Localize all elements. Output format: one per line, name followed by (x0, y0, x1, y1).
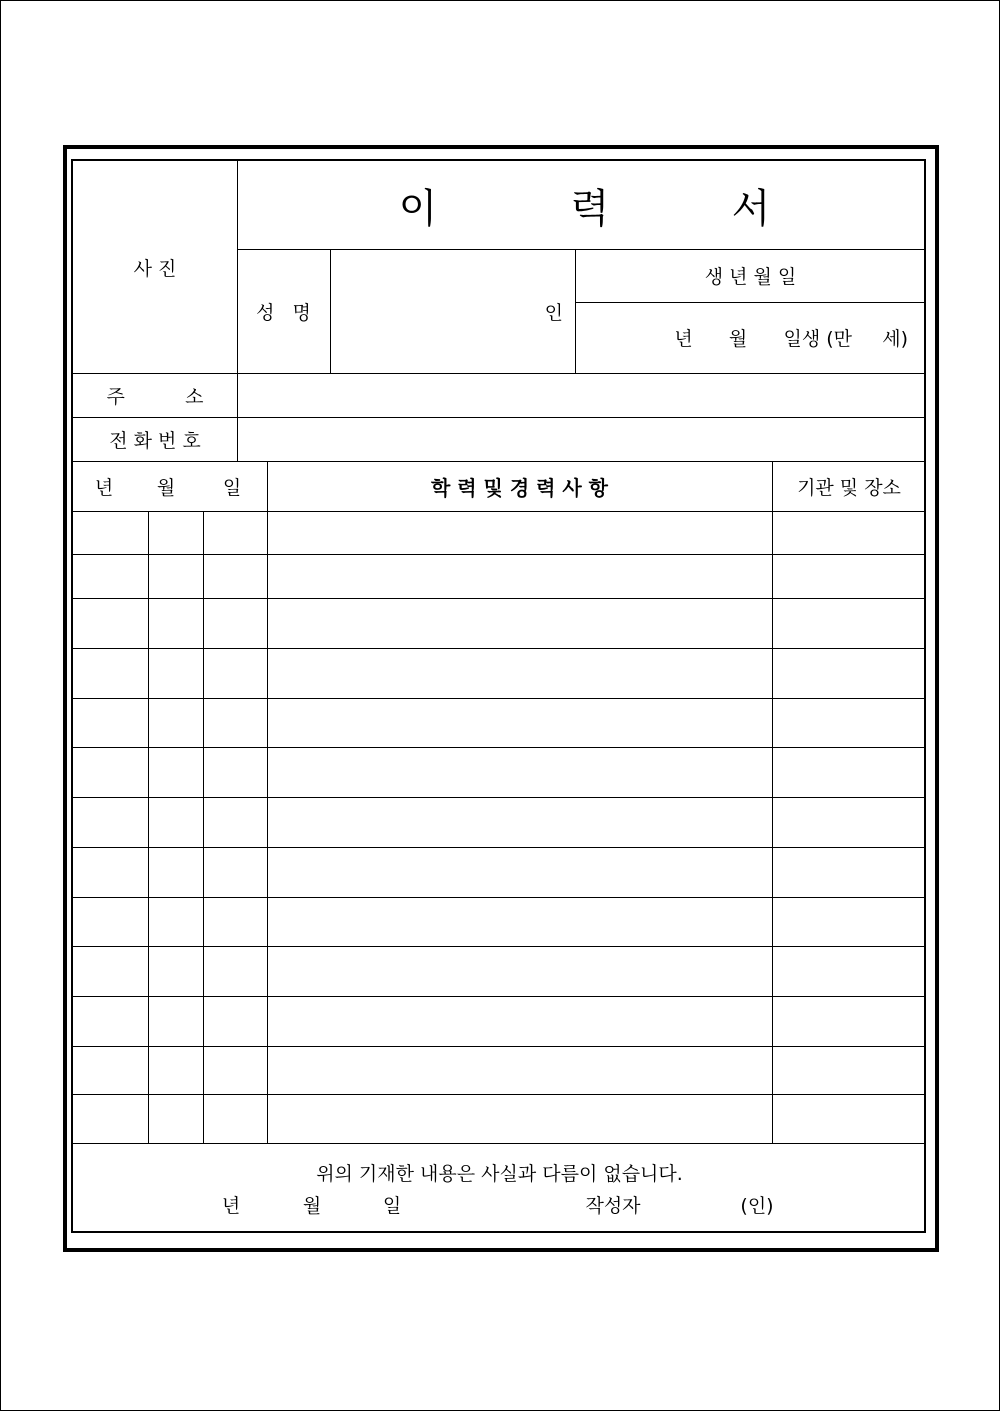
row-place-cell[interactable] (772, 747, 926, 797)
row-divider (73, 847, 926, 848)
divider (73, 511, 926, 512)
row-day-cell[interactable] (203, 897, 267, 946)
row-divider (73, 996, 926, 997)
resume-form-frame (63, 145, 939, 1252)
row-divider (73, 698, 926, 699)
divider (575, 302, 926, 303)
author-label: 작성자 (585, 1194, 641, 1217)
row-year-cell[interactable] (73, 747, 148, 797)
divider (73, 461, 926, 462)
row-place-cell[interactable] (772, 946, 926, 996)
row-year-cell[interactable] (73, 1094, 148, 1143)
row-history-cell[interactable] (267, 897, 772, 946)
col-header-day: 일 (222, 476, 242, 499)
row-day-cell[interactable] (203, 598, 267, 648)
divider (73, 417, 926, 418)
divider (73, 1143, 926, 1144)
row-day-cell[interactable] (203, 698, 267, 747)
row-place-cell[interactable] (772, 797, 926, 847)
divider (267, 461, 268, 1143)
sign-month: 월 (302, 1194, 322, 1217)
row-divider (73, 1094, 926, 1095)
row-place-cell[interactable] (772, 511, 926, 554)
sign-year: 년 (221, 1194, 241, 1217)
row-history-cell[interactable] (267, 797, 772, 847)
photo-label: 사 진 (133, 257, 177, 280)
row-month-cell[interactable] (148, 897, 203, 946)
row-month-cell[interactable] (148, 797, 203, 847)
row-month-cell[interactable] (148, 996, 203, 1046)
row-place-cell[interactable] (772, 648, 926, 698)
row-history-cell[interactable] (267, 1046, 772, 1094)
row-divider (73, 648, 926, 649)
row-day-cell[interactable] (203, 996, 267, 1046)
row-history-cell[interactable] (267, 598, 772, 648)
name-field[interactable] (330, 249, 575, 373)
row-divider (73, 1046, 926, 1047)
divider (73, 373, 926, 374)
row-place-cell[interactable] (772, 554, 926, 598)
photo-box[interactable] (73, 161, 237, 373)
row-divider (73, 946, 926, 947)
row-history-cell[interactable] (267, 648, 772, 698)
row-day-cell[interactable] (203, 648, 267, 698)
row-place-cell[interactable] (772, 1046, 926, 1094)
title-char-3: 서 (731, 185, 771, 232)
divider (330, 249, 331, 373)
row-day-cell[interactable] (203, 1046, 267, 1094)
divider (203, 511, 204, 1143)
row-month-cell[interactable] (148, 554, 203, 598)
phone-field[interactable] (237, 417, 926, 461)
row-year-cell[interactable] (73, 1046, 148, 1094)
row-place-cell[interactable] (772, 598, 926, 648)
resume-form (71, 159, 926, 1233)
row-month-cell[interactable] (148, 648, 203, 698)
row-day-cell[interactable] (203, 1094, 267, 1143)
divider (575, 249, 576, 373)
divider (237, 161, 238, 461)
birthdate-label: 생 년 월 일 (704, 266, 797, 288)
sign-day: 일 (382, 1194, 402, 1217)
row-place-cell[interactable] (772, 847, 926, 897)
title-char-2: 력 (570, 185, 610, 232)
declaration-text: 위의 기재한 내용은 사실과 다름이 없습니다. (316, 1162, 683, 1185)
row-divider (73, 747, 926, 748)
row-day-cell[interactable] (203, 554, 267, 598)
row-month-cell[interactable] (148, 598, 203, 648)
row-day-cell[interactable] (203, 797, 267, 847)
row-divider (73, 554, 926, 555)
row-place-cell[interactable] (772, 1094, 926, 1143)
row-year-cell[interactable] (73, 698, 148, 747)
row-year-cell[interactable] (73, 847, 148, 897)
row-year-cell[interactable] (73, 554, 148, 598)
row-day-cell[interactable] (203, 946, 267, 996)
row-month-cell[interactable] (148, 1094, 203, 1143)
row-year-cell[interactable] (73, 946, 148, 996)
row-year-cell[interactable] (73, 996, 148, 1046)
address-field[interactable] (237, 373, 926, 417)
row-year-cell[interactable] (73, 598, 148, 648)
divider (772, 461, 773, 1143)
address-label: 주 소 (106, 385, 204, 408)
row-history-cell[interactable] (267, 996, 772, 1046)
seal-mark: 인 (544, 301, 563, 324)
author-seal[interactable]: (인) (740, 1194, 774, 1217)
row-history-cell[interactable] (267, 698, 772, 747)
row-divider (73, 897, 926, 898)
title-char-1: 이 (398, 185, 438, 232)
name-label: 성 명 (256, 301, 311, 324)
divider (148, 511, 149, 1143)
row-month-cell[interactable] (148, 511, 203, 554)
row-month-cell[interactable] (148, 847, 203, 897)
row-place-cell[interactable] (772, 996, 926, 1046)
row-month-cell[interactable] (148, 698, 203, 747)
row-divider (73, 797, 926, 798)
row-history-cell[interactable] (267, 847, 772, 897)
row-year-cell[interactable] (73, 797, 148, 847)
row-history-cell[interactable] (267, 554, 772, 598)
row-day-cell[interactable] (203, 847, 267, 897)
row-month-cell[interactable] (148, 1046, 203, 1094)
row-month-cell[interactable] (148, 747, 203, 797)
row-divider (73, 598, 926, 599)
row-history-cell[interactable] (267, 511, 772, 554)
row-year-cell[interactable] (73, 511, 148, 554)
col-header-year: 년 (94, 476, 114, 499)
row-month-cell[interactable] (148, 946, 203, 996)
row-history-cell[interactable] (267, 747, 772, 797)
row-place-cell[interactable] (772, 897, 926, 946)
row-place-cell[interactable] (772, 698, 926, 747)
col-header-month: 월 (156, 476, 176, 499)
row-day-cell[interactable] (203, 511, 267, 554)
divider (237, 249, 926, 250)
col-header-history: 학 력 및 경 력 사 항 (430, 475, 609, 500)
birthdate-field[interactable]: 년 월 일생 (만 세) (674, 328, 908, 350)
col-header-place: 기관 및 장소 (797, 476, 901, 499)
row-year-cell[interactable] (73, 648, 148, 698)
phone-label: 전 화 번 호 (109, 429, 201, 452)
row-history-cell[interactable] (267, 1094, 772, 1143)
row-year-cell[interactable] (73, 897, 148, 946)
row-day-cell[interactable] (203, 747, 267, 797)
row-history-cell[interactable] (267, 946, 772, 996)
